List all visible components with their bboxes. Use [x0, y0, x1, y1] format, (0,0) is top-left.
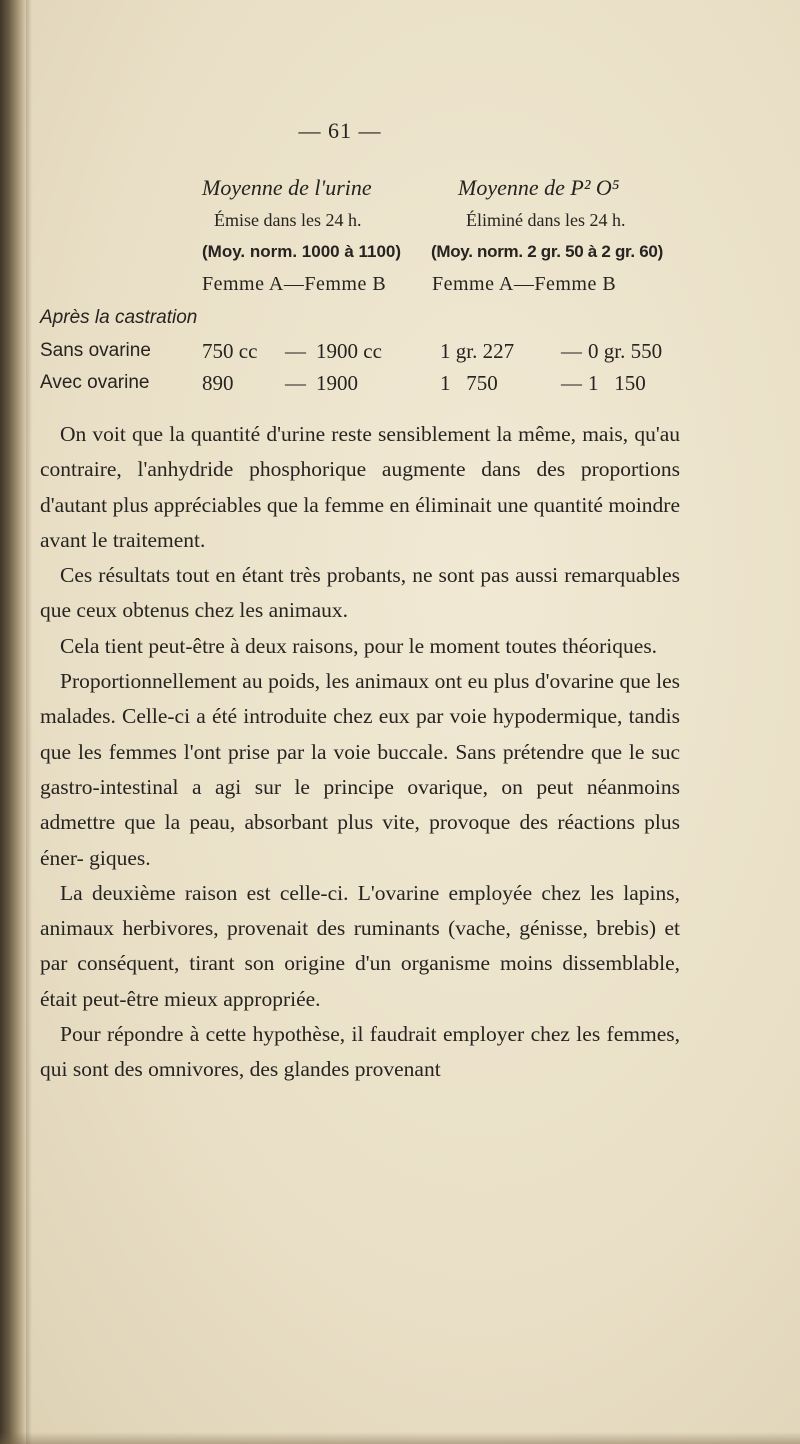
binding-edge-shade — [26, 0, 32, 1444]
urine-normal-range: (Moy. norm. 1000 à 1100) — [202, 242, 402, 261]
urine-patient-columns: Femme A—Femme B — [202, 273, 387, 295]
row1-urine-femme-b: 1900 cc — [316, 339, 382, 363]
phosphorus-column-title: Moyenne de P² O⁵ — [458, 175, 620, 200]
phosphorus-normal-range: (Moy. norm. 2 gr. 50 à 2 gr. 60) — [431, 242, 663, 261]
row2-phosphorus-femme-b: 1 150 — [588, 371, 646, 395]
row2-urine-femme-b: 1900 — [316, 371, 358, 395]
row2-urine-femme-a: 890 — [202, 371, 234, 395]
urine-column-title: Moyenne de l'urine — [202, 175, 372, 200]
body-text — [40, 417, 680, 1088]
row-label-with-ovarine: Avec ovarine — [40, 372, 150, 393]
row1-phosphorus-femme-a: 1 gr. 227 — [440, 339, 515, 363]
row1-phosphorus-femme-b: 0 gr. 550 — [588, 339, 663, 363]
paragraph: Pour répondre à cette hypothèse, il faudrait employer chez les femmes, qui sont des omnivores, des glandes provenant — [40, 1022, 680, 1082]
section-label-after-castration: Après la castration — [40, 307, 198, 328]
phosphorus-patient-columns: Femme A—Femme B — [432, 273, 617, 295]
row2-urine-dash: — — [285, 371, 306, 395]
paragraph: On voit que la quantité d'urine reste sensiblement la même, mais, qu'au contraire, l'anhydride phosphorique augmente dans des proportions d'autant plus appréciables que la femme en éliminait une quantité moindre avant le traitement. — [40, 422, 680, 552]
row2-phosphorus-femme-a: 1 750 — [440, 371, 498, 395]
paragraph: Proportionnellement au poids, les animaux ont eu plus d'ovarine que les malades. Celle-ci a été introduite chez eux par voie hypodermique, tandis que les femmes l'ont prise par la voie buccale. Sans prétendre que le suc gastro-intestinal a agi sur le principe ovarique, on peut néanmoins admettre que la peau, absorbant plus vite, provoque des réactions plus éner- giques. — [40, 669, 680, 870]
row2-phosphorus-dash: — — [561, 371, 582, 395]
phosphorus-column-subtitle: Éliminé dans les 24 h. — [466, 210, 626, 230]
page-binding-shadow — [0, 0, 26, 1444]
paragraph: Ces résultats tout en étant très probants, ne sont pas aussi remarquables que ceux obtenus chez les animaux. — [40, 563, 680, 623]
row1-phosphorus-dash: — — [561, 339, 582, 363]
page-bottom-edge — [0, 1432, 800, 1444]
row1-urine-femme-a: 750 cc — [202, 339, 258, 363]
row-label-without-ovarine: Sans ovarine — [40, 340, 151, 361]
row1-urine-dash: — — [285, 339, 306, 363]
paragraph: Cela tient peut-être à deux raisons, pour le moment toutes théoriques. — [60, 633, 658, 658]
paragraph: La deuxième raison est celle-ci. L'ovarine employée chez les lapins, animaux herbivores, provenait des ruminants (vache, génisse, brebis) et par conséquent, tirant son origine d'un organisme moins dissemblable, était peut-être mieux appropriée. — [40, 880, 680, 1011]
page-number: — 61 — — [298, 118, 382, 143]
urine-column-subtitle: Émise dans les 24 h. — [214, 210, 362, 230]
